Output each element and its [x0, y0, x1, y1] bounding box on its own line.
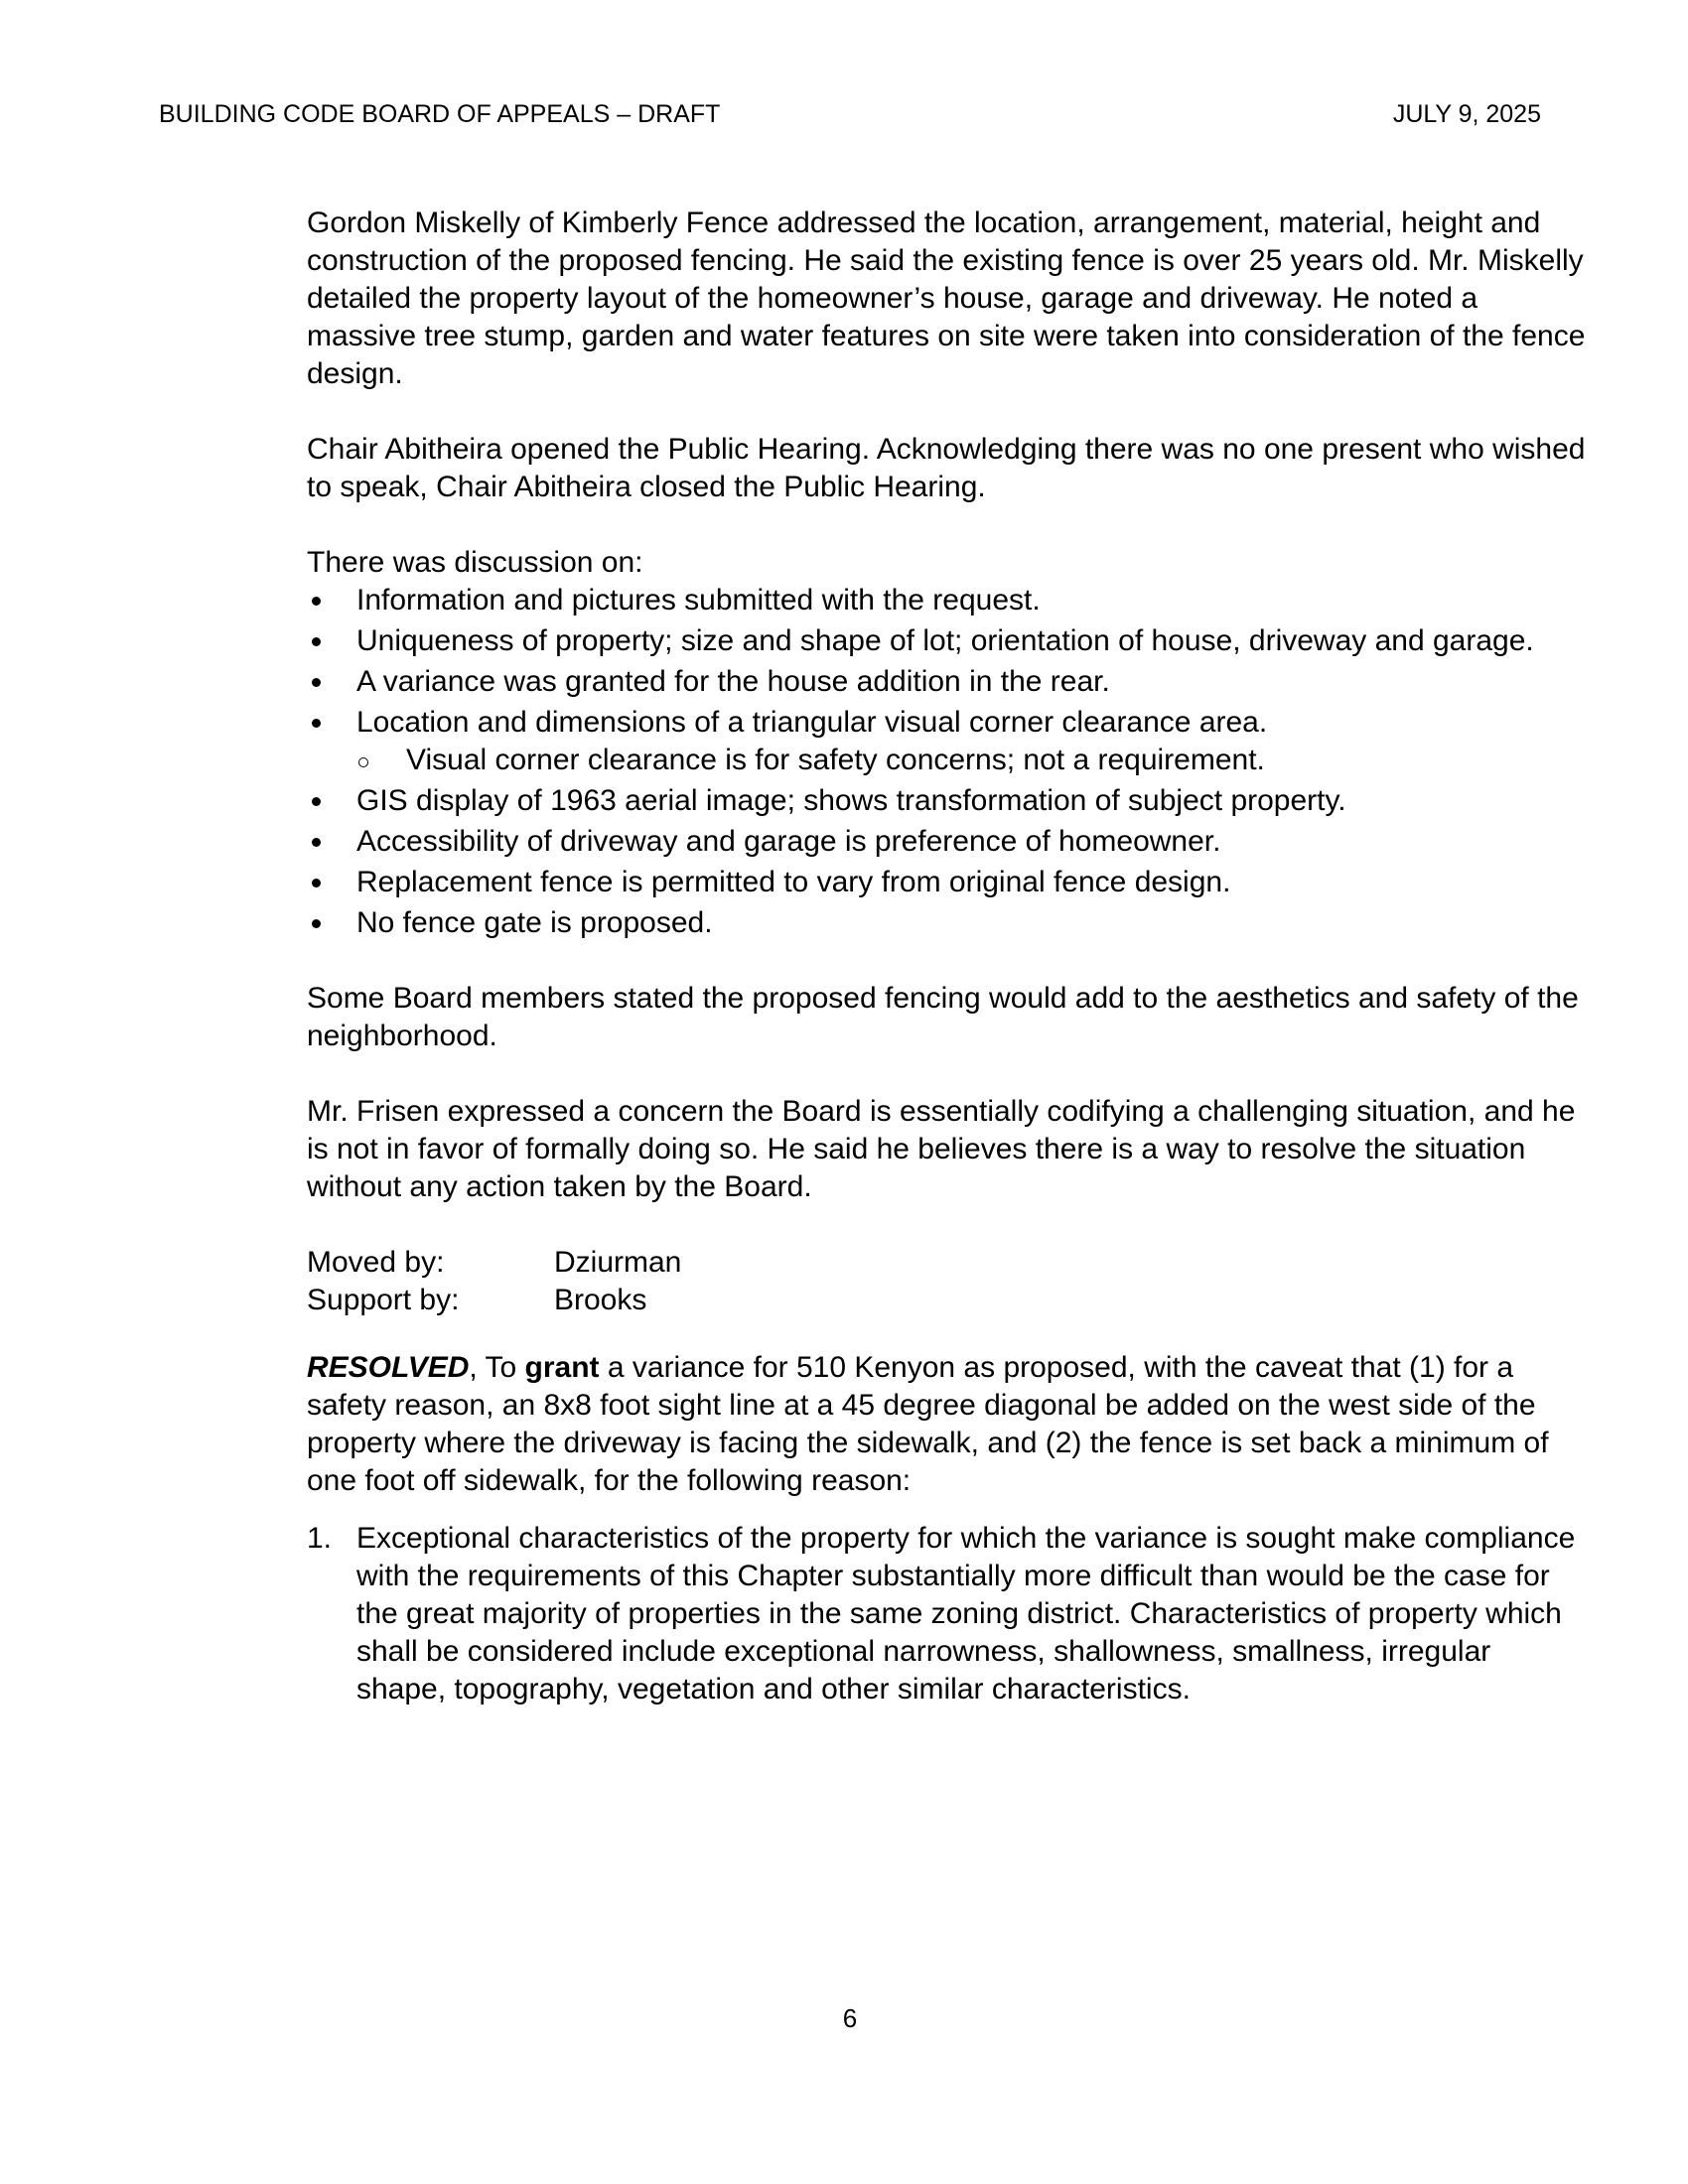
- paragraph-board-comments: Some Board members stated the proposed fencing would add to the aesthetics and safety of the neighborhood.: [307, 982, 1579, 1052]
- grant-keyword: grant: [524, 1351, 600, 1384]
- support-by-row: [307, 1282, 1588, 1319]
- list-item: Uniqueness of property; size and shape of lot; orientation of house, driveway and garage.: [307, 622, 1588, 660]
- paragraph-fence-presentation: Gordon Miskelly of Kimberly Fence addressed the location, arrangement, material, height and construction of the proposed fencing. He said the existing fence is over 25 years old. Mr. Miskelly detailed the property layout of the homeowner’s house, garage and driveway. He noted a massive tree stump, garden and water features on site were taken into consideration of the fence design.: [307, 206, 1586, 390]
- resolved-keyword: RESOLVED: [307, 1351, 470, 1384]
- reasons-list: [307, 1520, 1588, 1708]
- list-item: No fence gate is proposed.: [307, 904, 1588, 942]
- header-date: JULY 9, 2025: [1392, 100, 1541, 128]
- discussion-list: [307, 582, 1588, 942]
- paragraph-frisen-concern: Mr. Frisen expressed a concern the Board is essentially codifying a challenging situation, and he is not in favor of formally doing so. He said he believes there is a way to resolve the situation without any action taken by the Board.: [307, 1095, 1576, 1203]
- list-item: Information and pictures submitted with the request.: [307, 582, 1588, 619]
- resolution-paragraph: [307, 1349, 1588, 1500]
- motion-block: [307, 1244, 1588, 1319]
- reason-item: [307, 1520, 1588, 1708]
- resolution-text-1: , To: [469, 1351, 525, 1384]
- list-item: [307, 704, 1588, 779]
- paragraph-public-hearing: Chair Abitheira opened the Public Hearing. Acknowledging there was no one present who wished to speak, Chair Abitheira closed the Public Hearing.: [307, 433, 1586, 503]
- list-item-text: Location and dimensions of a triangular visual corner clearance area.: [356, 706, 1268, 739]
- moved-by-value: Dziurman: [554, 1246, 682, 1279]
- list-item: GIS display of 1963 aerial image; shows transformation of subject property.: [307, 782, 1588, 820]
- minutes-body: [307, 205, 1588, 1708]
- reason-number: 1.: [307, 1522, 333, 1555]
- resolution-text-2: a variance for 510 Kenyon as proposed, with the caveat that (1) for a safety reason, an 8x8 foot sight line at a 45 degree diagonal be added on the west side of the property where the driveway is facing the sidewalk, and (2) the fence is set back a minimum of one foot off sidewalk, for the following reason:: [307, 1351, 1549, 1497]
- page-header: [159, 99, 1541, 129]
- moved-by-row: [307, 1244, 1588, 1282]
- support-by-value: Brooks: [554, 1284, 647, 1316]
- page-number: 6: [842, 2003, 858, 2033]
- sub-list-item: Visual corner clearance is for safety concerns; not a requirement.: [356, 742, 1588, 779]
- moved-by-label: Moved by:: [307, 1246, 445, 1279]
- discussion-sublist: [356, 742, 1588, 779]
- list-item: A variance was granted for the house addition in the rear.: [307, 663, 1588, 701]
- list-item: Accessibility of driveway and garage is preference of homeowner.: [307, 823, 1588, 861]
- paragraph-discussion-intro: There was discussion on:: [307, 546, 643, 579]
- list-item: Replacement fence is permitted to vary from original fence design.: [307, 864, 1588, 901]
- support-by-label: Support by:: [307, 1284, 460, 1316]
- header-title: BUILDING CODE BOARD OF APPEALS – DRAFT: [159, 100, 721, 128]
- reason-text: Exceptional characteristics of the property for which the variance is sought make compliance with the requirements of this Chapter substantially more difficult than would be the case for the great majority of properties in the same zoning district. Characteristics of property which shall be considered include exceptional narrowness, shallowness, smallness, irregular shape, topography, vegetation and other similar characteristics.: [356, 1522, 1576, 1706]
